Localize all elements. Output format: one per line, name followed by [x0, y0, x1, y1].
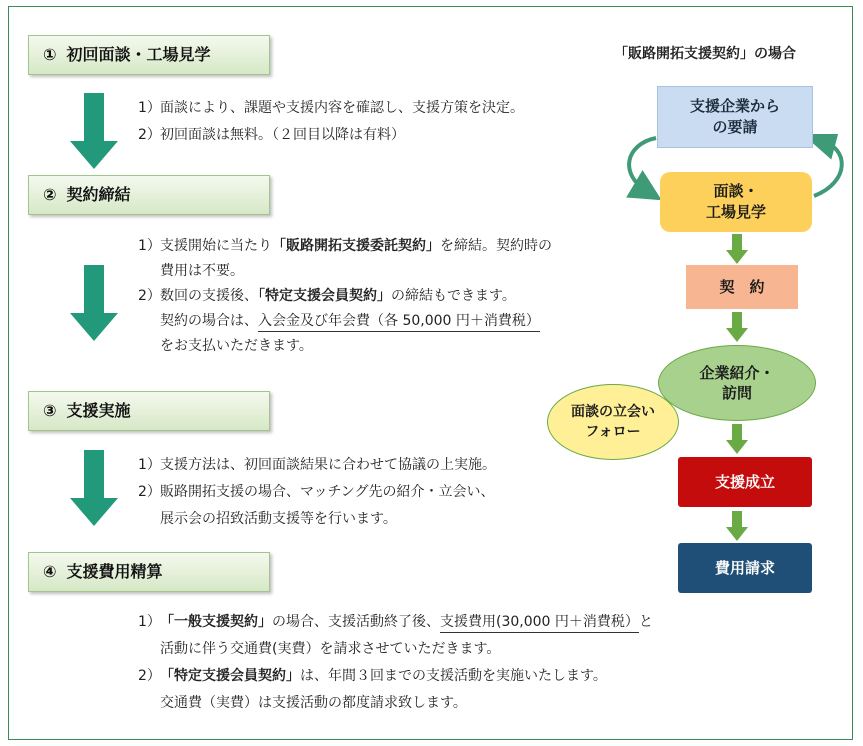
step-4-title: 支援費用精算: [66, 562, 163, 581]
line-number: 1）: [138, 614, 161, 630]
step-line: [138, 455, 496, 482]
step-1-text: [138, 98, 524, 152]
line-text: 支援開始に当たり: [160, 238, 272, 254]
line-text: の場合、支援活動終了後、: [272, 614, 440, 630]
flow-success-label: 支援成立: [714, 472, 775, 491]
line-number: 1）: [138, 238, 161, 254]
down-arrow-icon: [70, 265, 118, 341]
step-3-header: [28, 391, 270, 431]
flow-success-box: [678, 457, 812, 507]
step-line: [138, 612, 653, 639]
underlined-text: 入会金及び年会費（各 50,000 円＋消費税）: [258, 313, 540, 332]
line-text: 契約の場合は、: [160, 313, 258, 329]
step-line: [138, 639, 653, 666]
step-line: [138, 509, 496, 536]
step-line: [138, 98, 524, 125]
step-1-number: ①: [43, 45, 57, 64]
line-text: 展示会の招致活動支援等を行います。: [160, 511, 397, 527]
step-line: [138, 336, 552, 361]
step-line: [138, 311, 552, 336]
flow-intro-oval: [658, 345, 816, 421]
step-line: [138, 693, 653, 720]
flow-request-label: 支援企業から の要請: [689, 97, 780, 136]
step-1-header: [28, 35, 270, 75]
flow-intro-label: 企業紹介・ 訪問: [699, 364, 775, 402]
line-text: 面談により、課題や支援内容を確認し、支援方策を決定。: [160, 100, 524, 116]
flow-meeting-box: [660, 172, 812, 232]
line-text: を締結。契約時の: [440, 238, 552, 254]
line-text: 費用は不要。: [160, 263, 244, 279]
down-arrow-icon: [726, 511, 748, 541]
line-text: 販路開拓支援の場合、マッチング先の紹介・立会い、: [160, 484, 495, 500]
down-arrow-icon: [726, 234, 748, 264]
underlined-text: 支援費用(30,000 円＋消費税）: [440, 614, 639, 633]
line-text: 活動に伴う交通費(実費）を請求させていただきます。: [160, 641, 501, 657]
step-2-header: [28, 175, 270, 215]
bold-text: 「特定支援会員契約」: [160, 668, 300, 684]
line-text: 数回の支援後、: [160, 288, 258, 304]
line-text: をお支払いただきます。: [160, 338, 313, 354]
line-number: 2）: [138, 484, 161, 500]
flow-request-box: [657, 86, 813, 148]
step-3-number: ③: [43, 401, 57, 420]
down-arrow-icon: [726, 312, 748, 342]
step-line: [138, 125, 524, 152]
line-text: と: [638, 614, 653, 630]
flow-billing-box: [678, 543, 812, 593]
line-number: 1）: [138, 100, 161, 116]
bold-text: 「特定支援会員契約」: [258, 288, 391, 304]
step-1-title: 初回面談・工場見学: [66, 45, 211, 64]
down-arrow-icon: [70, 450, 118, 526]
line-text: は、年間３回までの支援活動を実施いたします。: [300, 668, 607, 684]
line-number: 1）: [138, 457, 161, 473]
down-arrow-icon: [726, 424, 748, 454]
step-2-title: 契約締結: [66, 185, 131, 204]
step-2-number: ②: [43, 185, 57, 204]
bold-text: 「販路開拓支援委託契約」: [272, 238, 440, 254]
flow-meeting-label: 面談・ 工場見学: [705, 182, 766, 221]
flow-followup-oval: [547, 384, 679, 460]
line-number: 2）: [138, 288, 161, 304]
curved-arrow-right-icon: [810, 134, 852, 204]
flow-heading: 「販路開拓支援契約」の場合: [614, 46, 796, 62]
step-line: [138, 261, 552, 286]
line-text: 支援方法は、初回面談結果に合わせて協議の上実施。: [160, 457, 496, 473]
step-4-header: [28, 552, 270, 592]
step-3-title: 支援実施: [66, 401, 131, 420]
bold-text: 「一般支援契約」: [160, 614, 272, 630]
step-line: [138, 482, 496, 509]
step-2-text: [138, 236, 552, 361]
line-text: 交通費（実費）は支援活動の都度請求致します。: [160, 695, 467, 711]
step-3-text: [138, 455, 496, 536]
flow-billing-label: 費用請求: [714, 558, 775, 577]
flow-contract-box: [686, 265, 798, 309]
line-text: 初回面談は無料。（２回目以降は有料）: [160, 127, 405, 143]
down-arrow-icon: [70, 93, 118, 169]
step-line: [138, 286, 552, 311]
step-4-text: [138, 612, 653, 720]
step-4-number: ④: [43, 562, 57, 581]
line-number: 2）: [138, 127, 161, 143]
line-number: 2）: [138, 668, 161, 684]
flow-contract-label: 契 約: [719, 277, 765, 296]
flow-followup-label: 面談の立会い フォロー: [571, 404, 655, 440]
line-text: の締結もできます。: [391, 288, 516, 304]
step-line: [138, 236, 552, 261]
step-line: [138, 666, 653, 693]
